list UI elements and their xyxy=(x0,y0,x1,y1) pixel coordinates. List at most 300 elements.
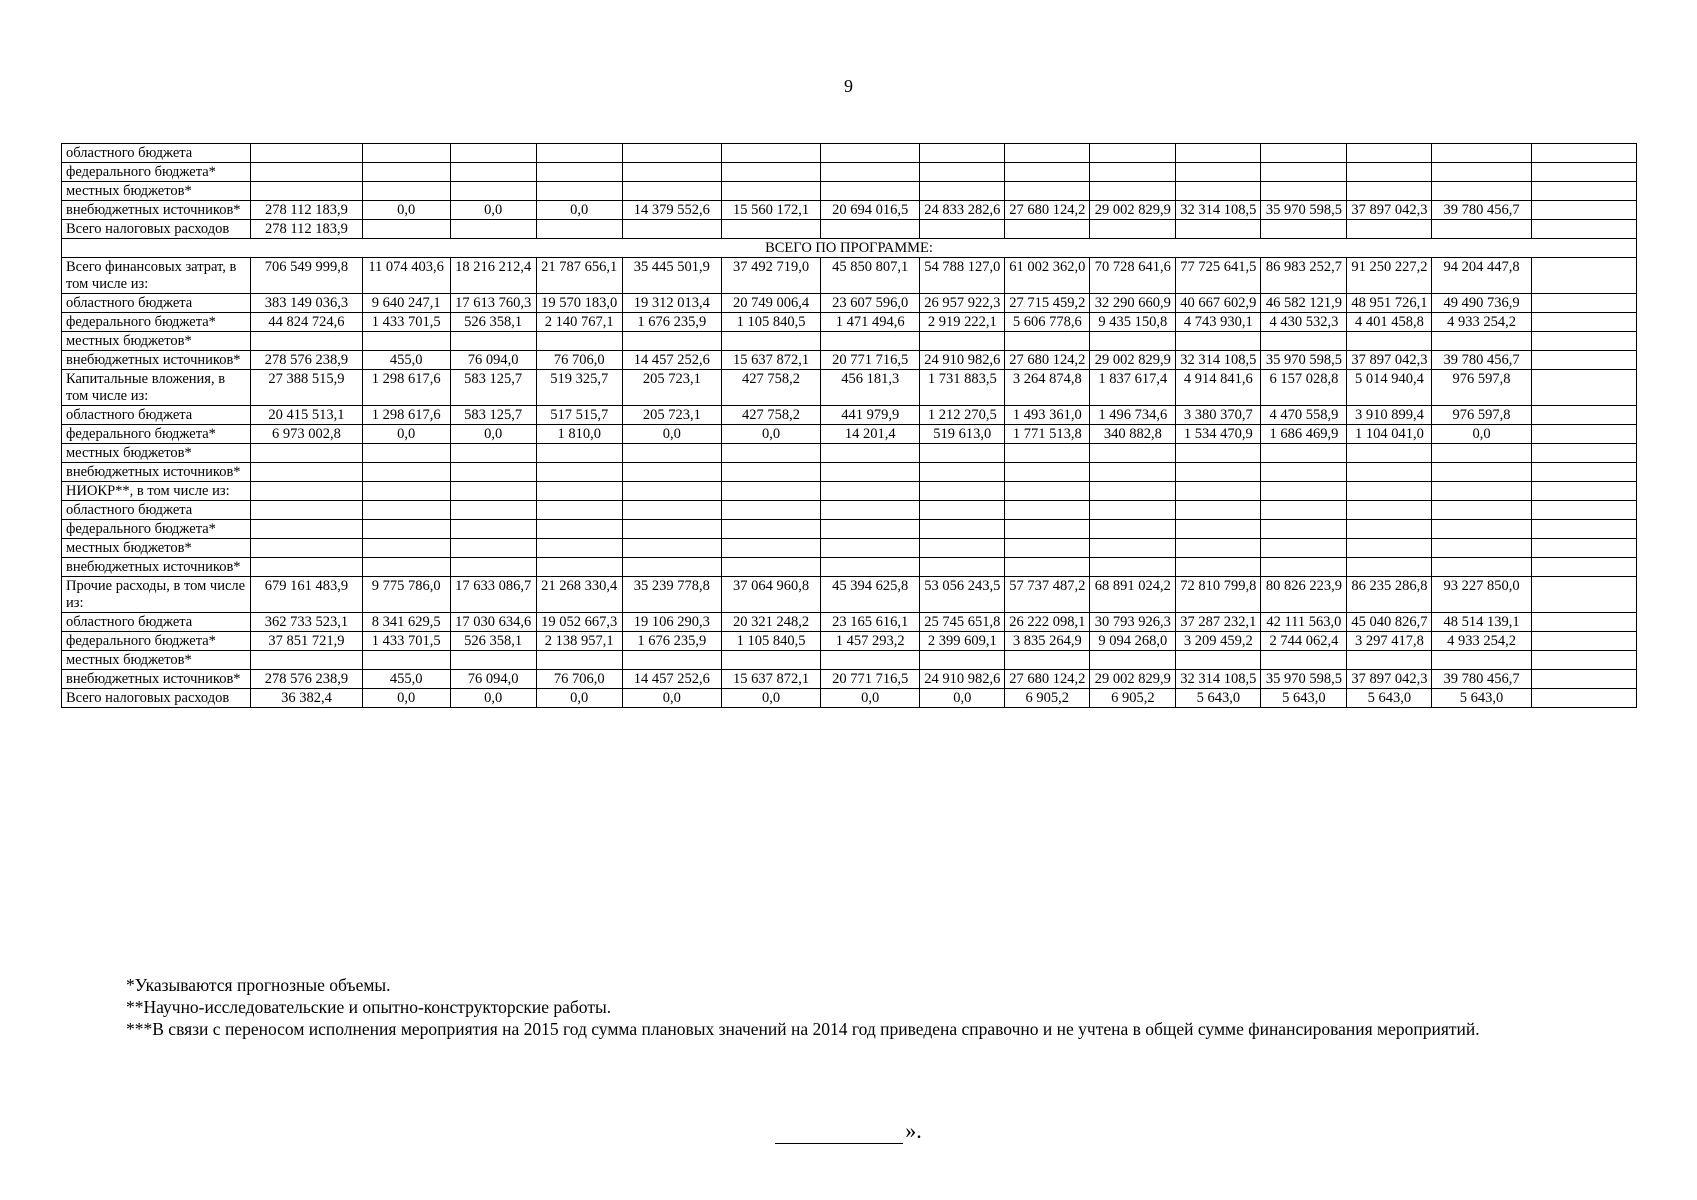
table-cell: 37 897 042,3 xyxy=(1347,201,1432,220)
table-cell xyxy=(1347,463,1432,482)
table-row xyxy=(62,520,1637,539)
table-cell xyxy=(1347,144,1432,163)
table-cell xyxy=(821,482,920,501)
table-cell: 5 014 940,4 xyxy=(1347,370,1432,406)
table-cell xyxy=(1531,294,1636,313)
table-cell: 5 643,0 xyxy=(1432,689,1531,708)
table-cell xyxy=(450,539,536,558)
table-cell: 278 112 183,9 xyxy=(251,201,362,220)
table-cell: 383 149 036,3 xyxy=(251,294,362,313)
row-label: федерального бюджета* xyxy=(62,632,251,651)
table-row xyxy=(62,201,1637,220)
table-cell xyxy=(1432,651,1531,670)
table-cell xyxy=(450,501,536,520)
table-cell xyxy=(251,182,362,201)
table-cell: 40 667 602,9 xyxy=(1176,294,1261,313)
table-cell: 20 415 513,1 xyxy=(251,406,362,425)
table-cell: 91 250 227,2 xyxy=(1347,258,1432,294)
table-cell xyxy=(721,144,820,163)
row-label: областного бюджета xyxy=(62,406,251,425)
table-row xyxy=(62,539,1637,558)
table-cell xyxy=(1432,501,1531,520)
table-cell xyxy=(1531,313,1636,332)
table-cell: 1 731 883,5 xyxy=(920,370,1005,406)
table-cell xyxy=(1531,406,1636,425)
table-cell xyxy=(1090,463,1176,482)
table-cell: 76 094,0 xyxy=(450,670,536,689)
table-cell xyxy=(1090,558,1176,577)
table-cell xyxy=(1090,501,1176,520)
table-cell xyxy=(1176,182,1261,201)
table-cell: 86 983 252,7 xyxy=(1261,258,1347,294)
table-cell: 14 379 552,6 xyxy=(622,201,721,220)
table-cell: 6 973 002,8 xyxy=(251,425,362,444)
table-cell: 17 613 760,3 xyxy=(450,294,536,313)
table-cell: 6 905,2 xyxy=(1005,689,1090,708)
table-cell xyxy=(251,144,362,163)
page-number: 9 xyxy=(844,76,853,96)
table-cell xyxy=(362,332,450,351)
table-cell: 20 749 006,4 xyxy=(721,294,820,313)
table-cell xyxy=(1090,182,1176,201)
table-cell xyxy=(1261,463,1347,482)
table-row xyxy=(62,670,1637,689)
table-row xyxy=(62,444,1637,463)
table-cell xyxy=(821,182,920,201)
table-cell xyxy=(1090,163,1176,182)
table-cell xyxy=(1005,220,1090,239)
table-cell: 37 851 721,9 xyxy=(251,632,362,651)
table-cell xyxy=(821,520,920,539)
table-cell: 456 181,3 xyxy=(821,370,920,406)
table-cell xyxy=(1005,332,1090,351)
table-cell: 340 882,8 xyxy=(1090,425,1176,444)
table-cell xyxy=(536,520,622,539)
table-cell: 4 914 841,6 xyxy=(1176,370,1261,406)
table-cell: 9 640 247,1 xyxy=(362,294,450,313)
table-cell: 3 910 899,4 xyxy=(1347,406,1432,425)
table-cell: 9 775 786,0 xyxy=(362,577,450,613)
table-cell: 21 268 330,4 xyxy=(536,577,622,613)
table-cell xyxy=(721,444,820,463)
table-cell: 32 314 108,5 xyxy=(1176,351,1261,370)
table-cell: 27 680 124,2 xyxy=(1005,201,1090,220)
table-cell xyxy=(450,144,536,163)
table-cell: 39 780 456,7 xyxy=(1432,670,1531,689)
table-cell: 23 165 616,1 xyxy=(821,613,920,632)
table-cell: 1 534 470,9 xyxy=(1176,425,1261,444)
table-cell xyxy=(1531,501,1636,520)
table-cell xyxy=(821,332,920,351)
table-cell: 1 676 235,9 xyxy=(622,313,721,332)
table-cell: 26 957 922,3 xyxy=(920,294,1005,313)
table-cell: 0,0 xyxy=(450,425,536,444)
table-cell xyxy=(1432,163,1531,182)
table-cell xyxy=(821,501,920,520)
table-cell xyxy=(1090,444,1176,463)
table-row xyxy=(62,463,1637,482)
table-cell: 1 433 701,5 xyxy=(362,632,450,651)
row-label: Прочие расходы, в том числе из: xyxy=(62,577,251,613)
table-cell xyxy=(1176,539,1261,558)
table-row xyxy=(62,220,1637,239)
table-cell xyxy=(1531,163,1636,182)
table-cell xyxy=(536,444,622,463)
table-cell: 706 549 999,8 xyxy=(251,258,362,294)
table-cell xyxy=(721,558,820,577)
table-cell: 5 643,0 xyxy=(1347,689,1432,708)
table-cell: 1 104 041,0 xyxy=(1347,425,1432,444)
table-cell xyxy=(1261,482,1347,501)
table-cell xyxy=(920,332,1005,351)
table-cell: 15 637 872,1 xyxy=(721,670,820,689)
table-cell: 1 837 617,4 xyxy=(1090,370,1176,406)
table-cell: 25 745 651,8 xyxy=(920,613,1005,632)
table-cell xyxy=(622,651,721,670)
table-cell: 32 290 660,9 xyxy=(1090,294,1176,313)
table-cell xyxy=(1432,463,1531,482)
table-cell xyxy=(1432,482,1531,501)
table-cell: 3 297 417,8 xyxy=(1347,632,1432,651)
table-cell xyxy=(251,163,362,182)
table-cell: 1 298 617,6 xyxy=(362,370,450,406)
table-row xyxy=(62,294,1637,313)
table-cell: 24 910 982,6 xyxy=(920,670,1005,689)
table-cell: 5 606 778,6 xyxy=(1005,313,1090,332)
table-cell xyxy=(362,482,450,501)
table-cell xyxy=(1005,482,1090,501)
table-cell: 27 680 124,2 xyxy=(1005,351,1090,370)
table-cell: 76 094,0 xyxy=(450,351,536,370)
table-cell: 35 445 501,9 xyxy=(622,258,721,294)
table-row xyxy=(62,406,1637,425)
table-cell: 455,0 xyxy=(362,670,450,689)
table-cell xyxy=(1005,144,1090,163)
row-label: федерального бюджета* xyxy=(62,425,251,444)
table-cell xyxy=(1261,332,1347,351)
table-cell xyxy=(1531,332,1636,351)
table-cell xyxy=(1090,482,1176,501)
section-heading: ВСЕГО ПО ПРОГРАММЕ: xyxy=(62,239,1637,258)
table-cell: 4 743 930,1 xyxy=(1176,313,1261,332)
table-cell xyxy=(536,651,622,670)
table-cell: 14 457 252,6 xyxy=(622,351,721,370)
table-cell xyxy=(1090,220,1176,239)
table-cell xyxy=(1261,444,1347,463)
table-cell: 0,0 xyxy=(450,689,536,708)
table-cell xyxy=(1432,558,1531,577)
table-cell xyxy=(1531,425,1636,444)
table-cell: 0,0 xyxy=(721,689,820,708)
table-cell: 27 715 459,2 xyxy=(1005,294,1090,313)
table-cell xyxy=(1005,463,1090,482)
table-cell xyxy=(1176,163,1261,182)
table-cell xyxy=(821,144,920,163)
table-cell xyxy=(1261,501,1347,520)
table-cell: 1 493 361,0 xyxy=(1005,406,1090,425)
table-cell: 77 725 641,5 xyxy=(1176,258,1261,294)
table-cell: 24 910 982,6 xyxy=(920,351,1005,370)
table-cell xyxy=(1347,163,1432,182)
table-cell xyxy=(1531,201,1636,220)
table-cell: 2 138 957,1 xyxy=(536,632,622,651)
table-cell xyxy=(1176,463,1261,482)
table-cell xyxy=(536,220,622,239)
table-cell: 93 227 850,0 xyxy=(1432,577,1531,613)
table-row xyxy=(62,182,1637,201)
table-cell xyxy=(450,163,536,182)
table-cell: 29 002 829,9 xyxy=(1090,351,1176,370)
footnote-forecast: *Указываются прогнозные объемы. xyxy=(126,975,391,995)
table-cell: 1 105 840,5 xyxy=(721,313,820,332)
table-cell xyxy=(362,163,450,182)
row-label: местных бюджетов* xyxy=(62,539,251,558)
table-cell: 19 312 013,4 xyxy=(622,294,721,313)
table-cell: 0,0 xyxy=(362,201,450,220)
table-cell xyxy=(622,220,721,239)
table-cell xyxy=(1090,144,1176,163)
table-cell xyxy=(920,220,1005,239)
table-cell: 205 723,1 xyxy=(622,406,721,425)
table-cell xyxy=(1176,444,1261,463)
table-cell: 37 492 719,0 xyxy=(721,258,820,294)
row-label: НИОКР**, в том числе из: xyxy=(62,482,251,501)
table-cell xyxy=(1531,258,1636,294)
table-cell: 39 780 456,7 xyxy=(1432,351,1531,370)
table-cell: 29 002 829,9 xyxy=(1090,670,1176,689)
table-cell: 0,0 xyxy=(536,201,622,220)
table-cell xyxy=(1432,539,1531,558)
table-cell xyxy=(721,220,820,239)
table-cell: 86 235 286,8 xyxy=(1347,577,1432,613)
row-label: внебюджетных источников* xyxy=(62,463,251,482)
table-cell xyxy=(251,651,362,670)
table-cell: 3 209 459,2 xyxy=(1176,632,1261,651)
row-label: Капитальные вложения, в том числе из: xyxy=(62,370,251,406)
table-cell: 0,0 xyxy=(721,425,820,444)
table-cell: 24 833 282,6 xyxy=(920,201,1005,220)
row-label: Всего финансовых затрат, в том числе из: xyxy=(62,258,251,294)
table-cell xyxy=(450,520,536,539)
table-cell: 0,0 xyxy=(622,689,721,708)
table-cell xyxy=(536,182,622,201)
table-cell xyxy=(1531,520,1636,539)
table-cell: 526 358,1 xyxy=(450,313,536,332)
table-cell: 27 388 515,9 xyxy=(251,370,362,406)
table-cell: 427 758,2 xyxy=(721,406,820,425)
table-cell: 1 105 840,5 xyxy=(721,632,820,651)
closing-quote: ». xyxy=(905,1118,922,1143)
table-cell xyxy=(1531,651,1636,670)
table-cell: 1 457 293,2 xyxy=(821,632,920,651)
table-cell xyxy=(1347,520,1432,539)
table-cell xyxy=(1347,220,1432,239)
table-cell: 72 810 799,8 xyxy=(1176,577,1261,613)
table-cell: 32 314 108,5 xyxy=(1176,201,1261,220)
table-cell xyxy=(536,501,622,520)
table-cell: 37 897 042,3 xyxy=(1347,670,1432,689)
table-cell xyxy=(1432,144,1531,163)
table-cell xyxy=(1005,651,1090,670)
table-row xyxy=(62,689,1637,708)
row-label: областного бюджета xyxy=(62,613,251,632)
table-cell: 39 780 456,7 xyxy=(1432,201,1531,220)
table-body xyxy=(62,144,1637,708)
row-label: Всего налоговых расходов xyxy=(62,220,251,239)
table-cell xyxy=(251,482,362,501)
table-cell xyxy=(1090,332,1176,351)
table-cell xyxy=(622,482,721,501)
table-cell xyxy=(920,558,1005,577)
table-cell xyxy=(821,163,920,182)
table-row xyxy=(62,558,1637,577)
table-cell: 0,0 xyxy=(536,689,622,708)
table-cell xyxy=(1347,539,1432,558)
table-cell xyxy=(1432,182,1531,201)
table-cell xyxy=(251,539,362,558)
table-cell: 19 570 183,0 xyxy=(536,294,622,313)
table-cell: 32 314 108,5 xyxy=(1176,670,1261,689)
table-cell xyxy=(721,482,820,501)
row-label: областного бюджета xyxy=(62,294,251,313)
table-cell xyxy=(920,444,1005,463)
table-cell: 1 676 235,9 xyxy=(622,632,721,651)
table-cell: 4 933 254,2 xyxy=(1432,313,1531,332)
row-label: местных бюджетов* xyxy=(62,332,251,351)
table-cell xyxy=(362,558,450,577)
table-cell xyxy=(1347,332,1432,351)
table-cell xyxy=(721,501,820,520)
table-cell: 15 560 172,1 xyxy=(721,201,820,220)
table-cell xyxy=(721,332,820,351)
table-cell: 18 216 212,4 xyxy=(450,258,536,294)
table-cell: 1 212 270,5 xyxy=(920,406,1005,425)
table-cell: 1 771 513,8 xyxy=(1005,425,1090,444)
closing-mark xyxy=(0,1118,1697,1144)
table-cell xyxy=(251,558,362,577)
table-cell xyxy=(1531,182,1636,201)
row-label: федерального бюджета* xyxy=(62,163,251,182)
table-row xyxy=(62,651,1637,670)
table-cell: 2 744 062,4 xyxy=(1261,632,1347,651)
table-cell: 35 970 598,5 xyxy=(1261,351,1347,370)
table-cell xyxy=(1261,144,1347,163)
table-cell xyxy=(1176,501,1261,520)
table-cell xyxy=(1531,539,1636,558)
table-cell xyxy=(1261,520,1347,539)
table-cell xyxy=(450,182,536,201)
table-cell: 278 112 183,9 xyxy=(251,220,362,239)
table-cell: 0,0 xyxy=(450,201,536,220)
row-label: федерального бюджета* xyxy=(62,313,251,332)
table-cell xyxy=(536,332,622,351)
footnotes xyxy=(58,974,1640,1040)
table-cell xyxy=(1531,370,1636,406)
table-cell xyxy=(1531,444,1636,463)
table-cell xyxy=(362,182,450,201)
table-cell xyxy=(622,539,721,558)
table-cell: 14 201,4 xyxy=(821,425,920,444)
table-cell: 19 106 290,3 xyxy=(622,613,721,632)
table-cell xyxy=(920,182,1005,201)
table-cell: 26 222 098,1 xyxy=(1005,613,1090,632)
table-cell xyxy=(1347,558,1432,577)
table-cell xyxy=(821,651,920,670)
table-cell: 80 826 223,9 xyxy=(1261,577,1347,613)
table-cell: 0,0 xyxy=(821,689,920,708)
table-cell: 0,0 xyxy=(920,689,1005,708)
table-cell xyxy=(1261,182,1347,201)
table-cell: 2 399 609,1 xyxy=(920,632,1005,651)
table-cell xyxy=(1432,520,1531,539)
table-cell: 19 052 667,3 xyxy=(536,613,622,632)
table-cell: 37 287 232,1 xyxy=(1176,613,1261,632)
table-cell: 5 643,0 xyxy=(1261,689,1347,708)
table-cell xyxy=(821,463,920,482)
row-label: внебюджетных источников* xyxy=(62,351,251,370)
table-cell xyxy=(622,558,721,577)
table-cell: 49 490 736,9 xyxy=(1432,294,1531,313)
table-cell xyxy=(1531,613,1636,632)
table-cell: 35 239 778,8 xyxy=(622,577,721,613)
table-cell: 76 706,0 xyxy=(536,351,622,370)
table-cell: 583 125,7 xyxy=(450,406,536,425)
table-cell xyxy=(622,463,721,482)
table-cell: 27 680 124,2 xyxy=(1005,670,1090,689)
table-cell: 526 358,1 xyxy=(450,632,536,651)
table-cell: 17 633 086,7 xyxy=(450,577,536,613)
table-cell xyxy=(920,539,1005,558)
table-cell: 4 430 532,3 xyxy=(1261,313,1347,332)
table-cell: 1 471 494,6 xyxy=(821,313,920,332)
table-cell xyxy=(1531,670,1636,689)
table-cell: 15 637 872,1 xyxy=(721,351,820,370)
table-cell xyxy=(1176,651,1261,670)
footnote-postponement: ***В связи с переносом исполнения мероприятия на 2015 год сумма плановых значений на 2014 год приведена справочно и не учтена в общей сумме финансирования мероприятий. xyxy=(126,1019,1480,1039)
table-cell xyxy=(362,144,450,163)
table-cell xyxy=(1005,558,1090,577)
table-cell: 976 597,8 xyxy=(1432,370,1531,406)
footnote-research: **Научно-исследовательские и опытно-конструкторские работы. xyxy=(126,997,612,1017)
table-cell xyxy=(920,520,1005,539)
table-cell: 2 919 222,1 xyxy=(920,313,1005,332)
table-cell xyxy=(362,444,450,463)
table-cell: 976 597,8 xyxy=(1432,406,1531,425)
table-cell: 583 125,7 xyxy=(450,370,536,406)
table-cell: 8 341 629,5 xyxy=(362,613,450,632)
table-cell xyxy=(1347,444,1432,463)
table-cell xyxy=(536,482,622,501)
table-cell xyxy=(1347,182,1432,201)
table-cell: 94 204 447,8 xyxy=(1432,258,1531,294)
table-cell xyxy=(821,444,920,463)
table-row xyxy=(62,144,1637,163)
table-cell: 427 758,2 xyxy=(721,370,820,406)
table-cell xyxy=(1531,558,1636,577)
table-cell xyxy=(450,558,536,577)
table-cell xyxy=(536,163,622,182)
table-row xyxy=(62,332,1637,351)
table-cell xyxy=(1176,144,1261,163)
row-label: местных бюджетов* xyxy=(62,182,251,201)
table-cell xyxy=(1531,482,1636,501)
table-cell: 35 970 598,5 xyxy=(1261,670,1347,689)
table-cell: 1 496 734,6 xyxy=(1090,406,1176,425)
table-cell xyxy=(721,463,820,482)
table-cell: 76 706,0 xyxy=(536,670,622,689)
table-cell xyxy=(821,539,920,558)
table-cell xyxy=(1005,444,1090,463)
